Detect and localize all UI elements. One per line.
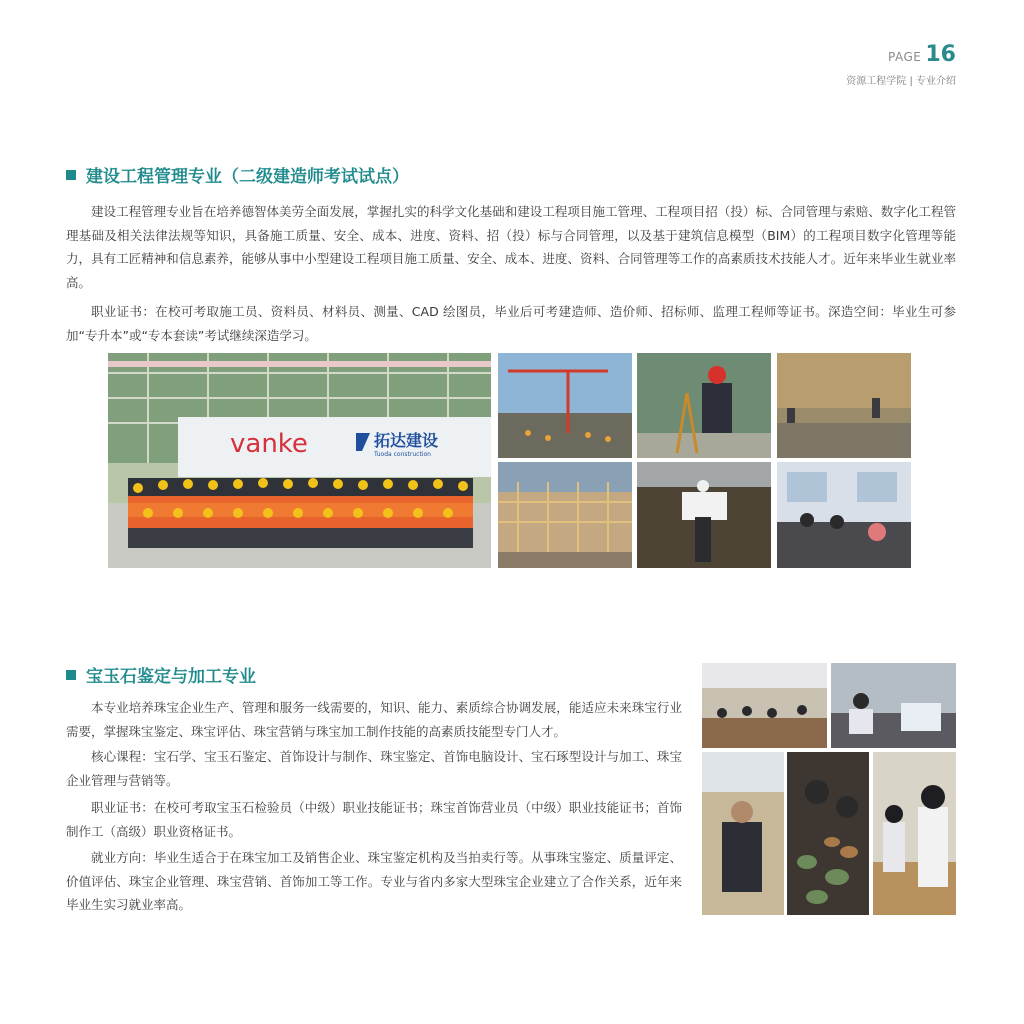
construction-team-photo bbox=[108, 353, 491, 568]
section2-title-text: 宝玉石鉴定与加工专业 bbox=[86, 667, 256, 687]
title-square-icon bbox=[66, 170, 76, 180]
section1-title bbox=[66, 162, 409, 187]
section2-paragraph-1: 本专业培养珠宝企业生产、管理和服务一线需要的，知识、能力、素质综合协调发展，能适应未来珠宝行业需要，掌握珠宝鉴定、珠宝评估、珠宝营销与珠宝加工制作技能的高素质技能型专门人才。 bbox=[66, 700, 682, 739]
page-word: PAGE bbox=[888, 50, 922, 64]
tuoda-logo-text: 拓达建设 bbox=[374, 431, 439, 450]
page-number-line bbox=[846, 44, 956, 66]
vanke-logo-text: vanke bbox=[230, 429, 308, 459]
section1-paragraph-1: 建设工程管理专业旨在培养德智体美劳全面发展，掌握扎实的科学文化基础和建设工程项目施工管理、工程项目招（投）标、合同管理与索赔、数字化工程管理基础及相关法律法规等知识，具备施工质量、安全、成本、进度、资料、招（投）标与合同管理，以及基于建筑信息模型（BIM）的工程项目数字化管理等能力，具有工匠精神和信息素养，能够从事中小型建设工程项目施工质量、安全、成本、进度、资料、合同管理等工作的高素质技术技能人才。近年来毕业生就业率高。 bbox=[66, 204, 956, 290]
page-number: 16 bbox=[925, 42, 956, 67]
crane-site-photo bbox=[498, 353, 632, 458]
excavation-photo bbox=[777, 353, 911, 458]
classroom-photo bbox=[777, 462, 911, 568]
page-header bbox=[846, 44, 956, 87]
tuoda-logo-subtext: Tuoda construction bbox=[374, 451, 431, 458]
header-subtitle: 资源工程学院 | 专业介绍 bbox=[846, 76, 956, 87]
gem-display-photo bbox=[702, 752, 784, 915]
students-photo bbox=[873, 752, 956, 915]
section2-title bbox=[66, 662, 256, 687]
section2-paragraph-2: 核心课程：宝石学、宝玉石鉴定、首饰设计与制作、珠宝鉴定、首饰电脑设计、宝石琢型设计与加工、珠宝企业管理与营销等。 bbox=[66, 749, 682, 788]
section2-paragraph-3: 职业证书：在校可考取宝玉石检验员（中级）职业技能证书；珠宝首饰营业员（中级）职业技能证书；首饰制作工（高级）职业资格证书。 bbox=[66, 800, 682, 839]
pit-inspection-photo bbox=[637, 462, 771, 568]
surveying-photo bbox=[637, 353, 771, 458]
section1-paragraph-2: 职业证书：在校可考取施工员、资料员、材料员、测量、CAD 绘图员，毕业后可考建造师、造价师、招标师、监理工程师等证书。深造空间：毕业生可参加“专升本”或“专本套读”考试继续深造学习。 bbox=[66, 304, 956, 343]
scaffolding-photo bbox=[498, 462, 632, 568]
jewelry-lab-photo bbox=[702, 663, 827, 748]
title-square-icon bbox=[66, 670, 76, 680]
gem-stones-photo bbox=[787, 752, 869, 915]
section2-paragraph-4: 就业方向：毕业生适合于在珠宝加工及销售企业、珠宝鉴定机构及当拍卖行等。从事珠宝鉴定、质量评定、价值评估、珠宝企业管理、珠宝营销、首饰加工等工作。专业与省内多家大型珠宝企业建立了合作关系，近年来毕业生实习就业率高。 bbox=[66, 850, 682, 912]
computer-lab-photo bbox=[831, 663, 956, 748]
section1-title-text: 建设工程管理专业（二级建造师考试试点） bbox=[86, 167, 409, 187]
